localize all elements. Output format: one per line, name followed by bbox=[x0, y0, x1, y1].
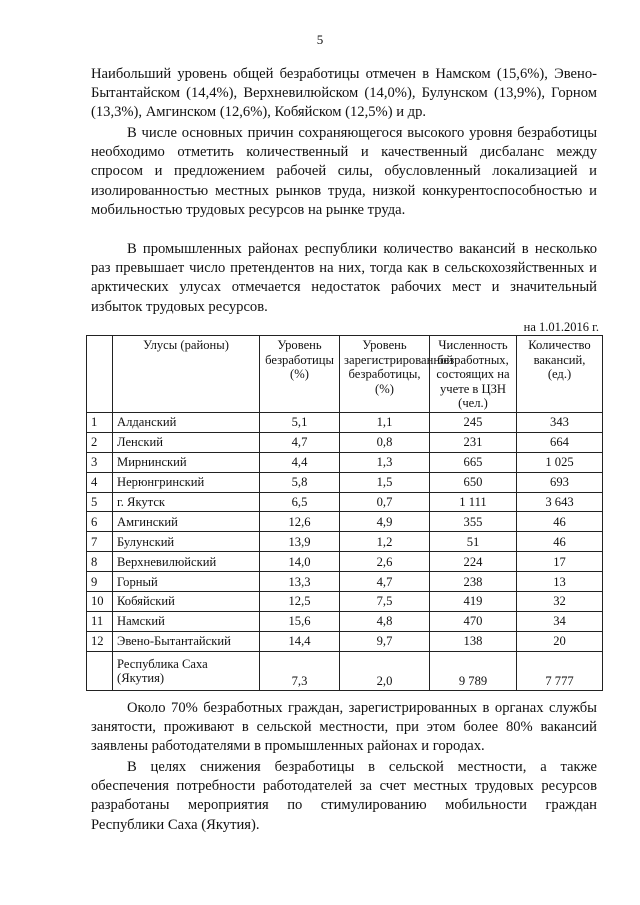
unemployment-rate-cell: 14,0 bbox=[260, 552, 340, 572]
vacancies-cell: 46 bbox=[517, 512, 603, 532]
unemployment-rate-cell: 14,4 bbox=[260, 631, 340, 651]
table-row bbox=[87, 611, 603, 631]
vacancies-cell: 46 bbox=[517, 532, 603, 552]
vacancies-cell: 1 025 bbox=[517, 452, 603, 472]
registered-count-cell: 231 bbox=[430, 432, 517, 452]
total-registered-rate-cell: 2,0 bbox=[340, 651, 430, 690]
row-number-cell: 6 bbox=[87, 512, 113, 532]
table-row bbox=[87, 512, 603, 532]
row-number-cell: 4 bbox=[87, 472, 113, 492]
header-district: Улусы (районы) bbox=[113, 336, 260, 413]
unemployment-rate-cell: 4,7 bbox=[260, 432, 340, 452]
registered-rate-cell: 9,7 bbox=[340, 631, 430, 651]
total-number-cell bbox=[87, 651, 113, 690]
registered-rate-cell: 7,5 bbox=[340, 592, 430, 612]
table-body bbox=[87, 413, 603, 652]
unemployment-rate-cell: 4,4 bbox=[260, 452, 340, 472]
unemployment-rate-cell: 12,6 bbox=[260, 512, 340, 532]
unemployment-rate-cell: 12,5 bbox=[260, 592, 340, 612]
unemployment-rate-cell: 5,1 bbox=[260, 413, 340, 433]
registered-rate-cell: 0,8 bbox=[340, 432, 430, 452]
row-number-cell: 10 bbox=[87, 592, 113, 612]
vacancies-cell: 34 bbox=[517, 611, 603, 631]
district-name-cell: г. Якутск bbox=[113, 492, 260, 512]
registered-count-cell: 138 bbox=[430, 631, 517, 651]
vacancies-cell: 3 643 bbox=[517, 492, 603, 512]
registered-count-cell: 238 bbox=[430, 572, 517, 592]
district-name-cell: Горный bbox=[113, 572, 260, 592]
unemployment-rate-cell: 5,8 bbox=[260, 472, 340, 492]
registered-count-cell: 355 bbox=[430, 512, 517, 532]
table-header-row bbox=[87, 336, 603, 413]
row-number-cell: 2 bbox=[87, 432, 113, 452]
total-vacancies-cell: 7 777 bbox=[517, 651, 603, 690]
registered-count-cell: 51 bbox=[430, 532, 517, 552]
header-registered-count: Численность безработных, состоящих на учете в ЦЗН (чел.) bbox=[430, 336, 517, 413]
page-number: 5 bbox=[316, 32, 324, 47]
row-number-cell: 12 bbox=[87, 631, 113, 651]
header-vacancies: Количество вакансий, (ед.) bbox=[517, 336, 603, 413]
table-date-note: на 1.01.2016 г. bbox=[523, 320, 599, 334]
unemployment-table bbox=[86, 335, 603, 691]
table-row bbox=[87, 631, 603, 651]
table-total-row bbox=[87, 651, 603, 690]
unemployment-rate-cell: 6,5 bbox=[260, 492, 340, 512]
header-unemployment-rate: Уровень безработицы (%) bbox=[260, 336, 340, 413]
unemployment-rate-cell: 15,6 bbox=[260, 611, 340, 631]
table-row bbox=[87, 472, 603, 492]
table-row bbox=[87, 492, 603, 512]
row-number-cell: 9 bbox=[87, 572, 113, 592]
table-row bbox=[87, 413, 603, 433]
registered-rate-cell: 1,3 bbox=[340, 452, 430, 472]
table-row bbox=[87, 452, 603, 472]
registered-count-cell: 650 bbox=[430, 472, 517, 492]
table-row bbox=[87, 592, 603, 612]
vacancies-cell: 664 bbox=[517, 432, 603, 452]
registered-rate-cell: 1,1 bbox=[340, 413, 430, 433]
district-name-cell: Мирнинский bbox=[113, 452, 260, 472]
district-name-cell: Амгинский bbox=[113, 512, 260, 532]
row-number-cell: 11 bbox=[87, 611, 113, 631]
header-registered-rate: Уровень зарегистрированной безработицы, (%) bbox=[340, 336, 430, 413]
registered-count-cell: 665 bbox=[430, 452, 517, 472]
vacancies-cell: 693 bbox=[517, 472, 603, 492]
vacancies-cell: 17 bbox=[517, 552, 603, 572]
table-row bbox=[87, 432, 603, 452]
unemployment-rate-cell: 13,3 bbox=[260, 572, 340, 592]
vacancies-cell: 13 bbox=[517, 572, 603, 592]
registered-rate-cell: 4,7 bbox=[340, 572, 430, 592]
paragraph-unemployment-leaders: Наибольший уровень общей безработицы отмечен в Намском (15,6%), Эвено-Бытантайском (14,4%), Верхневилюйском (14,0%), Булунском (13,9%), Горном (13,3%), Амгинском (12,6%), Кобяйском (12,5%) и др. bbox=[91, 66, 597, 121]
district-name-cell: Намский bbox=[113, 611, 260, 631]
paragraph-measures: В целях снижения безработицы в сельской местности, а также обеспечения потребности работодателей за счет местных трудовых ресурсов разработаны мероприятия по стимулированию мобильности граждан Республики Саха (Якутия). bbox=[91, 759, 597, 833]
district-name-cell: Верхневилюйский bbox=[113, 552, 260, 572]
registered-rate-cell: 4,9 bbox=[340, 512, 430, 532]
district-name-cell: Булунский bbox=[113, 532, 260, 552]
registered-count-cell: 1 111 bbox=[430, 492, 517, 512]
table-row bbox=[87, 552, 603, 572]
registered-rate-cell: 1,5 bbox=[340, 472, 430, 492]
registered-rate-cell: 2,6 bbox=[340, 552, 430, 572]
table-row bbox=[87, 532, 603, 552]
registered-rate-cell: 1,2 bbox=[340, 532, 430, 552]
district-name-cell: Эвено-Бытантайский bbox=[113, 631, 260, 651]
total-count-cell: 9 789 bbox=[430, 651, 517, 690]
header-number bbox=[87, 336, 113, 413]
total-rate-cell: 7,3 bbox=[260, 651, 340, 690]
vacancies-cell: 20 bbox=[517, 631, 603, 651]
total-name-cell: Республика Саха (Якутия) bbox=[113, 651, 260, 690]
registered-count-cell: 245 bbox=[430, 413, 517, 433]
paragraph-industrial-districts: В промышленных районах республики количество вакансий в несколько раз превышает число претендентов на них, тогда как в сельскохозяйственных и арктических улусах отмечается недостаток рабочих мест и значительный избыток трудовых ресурсов. bbox=[91, 241, 597, 315]
vacancies-cell: 343 bbox=[517, 413, 603, 433]
row-number-cell: 3 bbox=[87, 452, 113, 472]
row-number-cell: 8 bbox=[87, 552, 113, 572]
table-row bbox=[87, 572, 603, 592]
registered-rate-cell: 0,7 bbox=[340, 492, 430, 512]
district-name-cell: Нерюнгринский bbox=[113, 472, 260, 492]
registered-rate-cell: 4,8 bbox=[340, 611, 430, 631]
paragraph-causes: В числе основных причин сохраняющегося высокого уровня безработицы необходимо отметить количественный и качественный дисбаланс между спросом и предложением рабочей силы, обусловленный локализацией и изолированностью местных рынков труда, низкой конкурентоспособностью и мобильностью трудовых ресурсов на рынке труда. bbox=[91, 125, 597, 218]
district-name-cell: Алданский bbox=[113, 413, 260, 433]
paragraph-rural-share: Около 70% безработных граждан, зарегистрированных в органах службы занятости, проживают в сельской местности, при этом более 80% вакансий заявлены работодателями в промышленных районах и городах. bbox=[91, 700, 597, 755]
row-number-cell: 1 bbox=[87, 413, 113, 433]
district-name-cell: Ленский bbox=[113, 432, 260, 452]
unemployment-rate-cell: 13,9 bbox=[260, 532, 340, 552]
vacancies-cell: 32 bbox=[517, 592, 603, 612]
registered-count-cell: 224 bbox=[430, 552, 517, 572]
row-number-cell: 7 bbox=[87, 532, 113, 552]
district-name-cell: Кобяйский bbox=[113, 592, 260, 612]
row-number-cell: 5 bbox=[87, 492, 113, 512]
registered-count-cell: 470 bbox=[430, 611, 517, 631]
registered-count-cell: 419 bbox=[430, 592, 517, 612]
